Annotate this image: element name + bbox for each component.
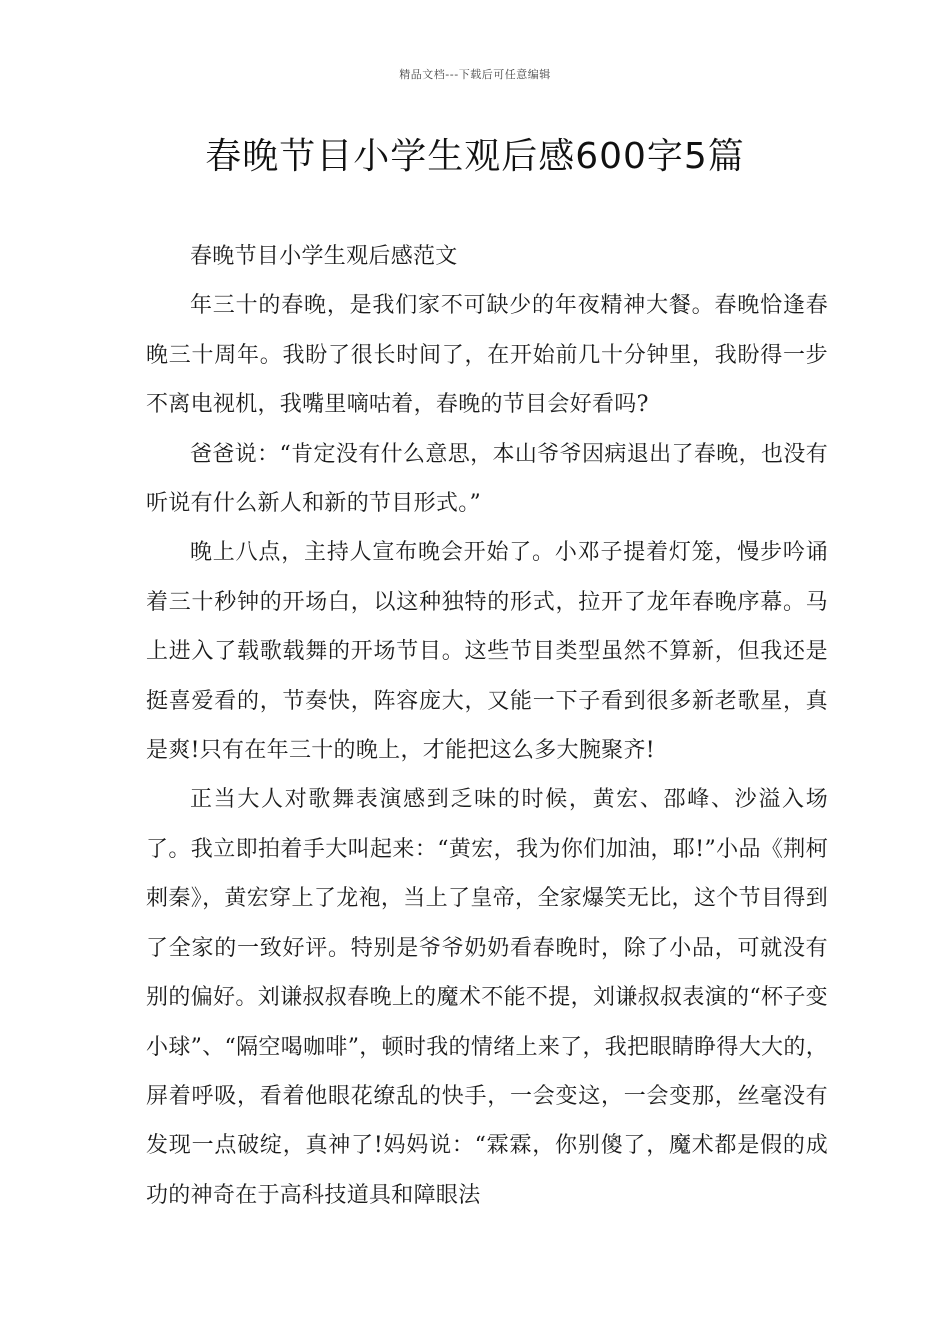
paragraph: 晚上八点，主持人宣布晚会开始了。小邓子提着灯笼，慢步吟诵着三十秒钟的开场白，以这种独特的形式，拉开了龙年春晚序幕。马上进入了载歌载舞的开场节目。这些节目类型虽然不算新，但我还是挺喜爱看的，节奏快，阵容庞大，又能一下子看到很多新老歌星，真是爽!只有在年三十的晚上，才能把这么多大腕聚齐! [146, 540, 828, 764]
document-body [146, 232, 828, 1220]
header-note: 精品文档---下载后可任意编辑 [399, 68, 551, 81]
paragraph-subtitle: 春晚节目小学生观后感范文 [190, 244, 458, 269]
document-title: 春晚节目小学生观后感600字5篇 [205, 136, 745, 177]
paragraph: 正当大人对歌舞表演感到乏味的时候，黄宏、邵峰、沙溢入场了。我立即拍着手大叫起来：“黄宏，我为你们加油，耶!”小品《荆柯刺秦》，黄宏穿上了龙袍，当上了皇帝，全家爆笑无比，这个节目得到了全家的一致好评。特别是爷爷奶奶看春晚时，除了小品，可就没有别的偏好。刘谦叔叔春晚上的魔术不能不提，刘谦叔叔表演的“杯子变小球”、“隔空喝咖啡”，顿时我的情绪上来了，我把眼睛睁得大大的，屏着呼吸，看着他眼花缭乱的快手，一会变这，一会变那，丝毫没有发现一点破绽，真神了!妈妈说：“霖霖，你别傻了，魔术都是假的成功的神奇在于高科技道具和障眼法 [146, 787, 828, 1208]
paragraph: 年三十的春晚，是我们家不可缺少的年夜精神大餐。春晚恰逢春晚三十周年。我盼了很长时间了，在开始前几十分钟里，我盼得一步不离电视机，我嘴里嘀咕着，春晚的节目会好看吗? [146, 293, 828, 418]
paragraph: 爸爸说：“肯定没有什么意思，本山爷爷因病退出了春晚，也没有听说有什么新人和新的节目形式。” [146, 441, 828, 517]
